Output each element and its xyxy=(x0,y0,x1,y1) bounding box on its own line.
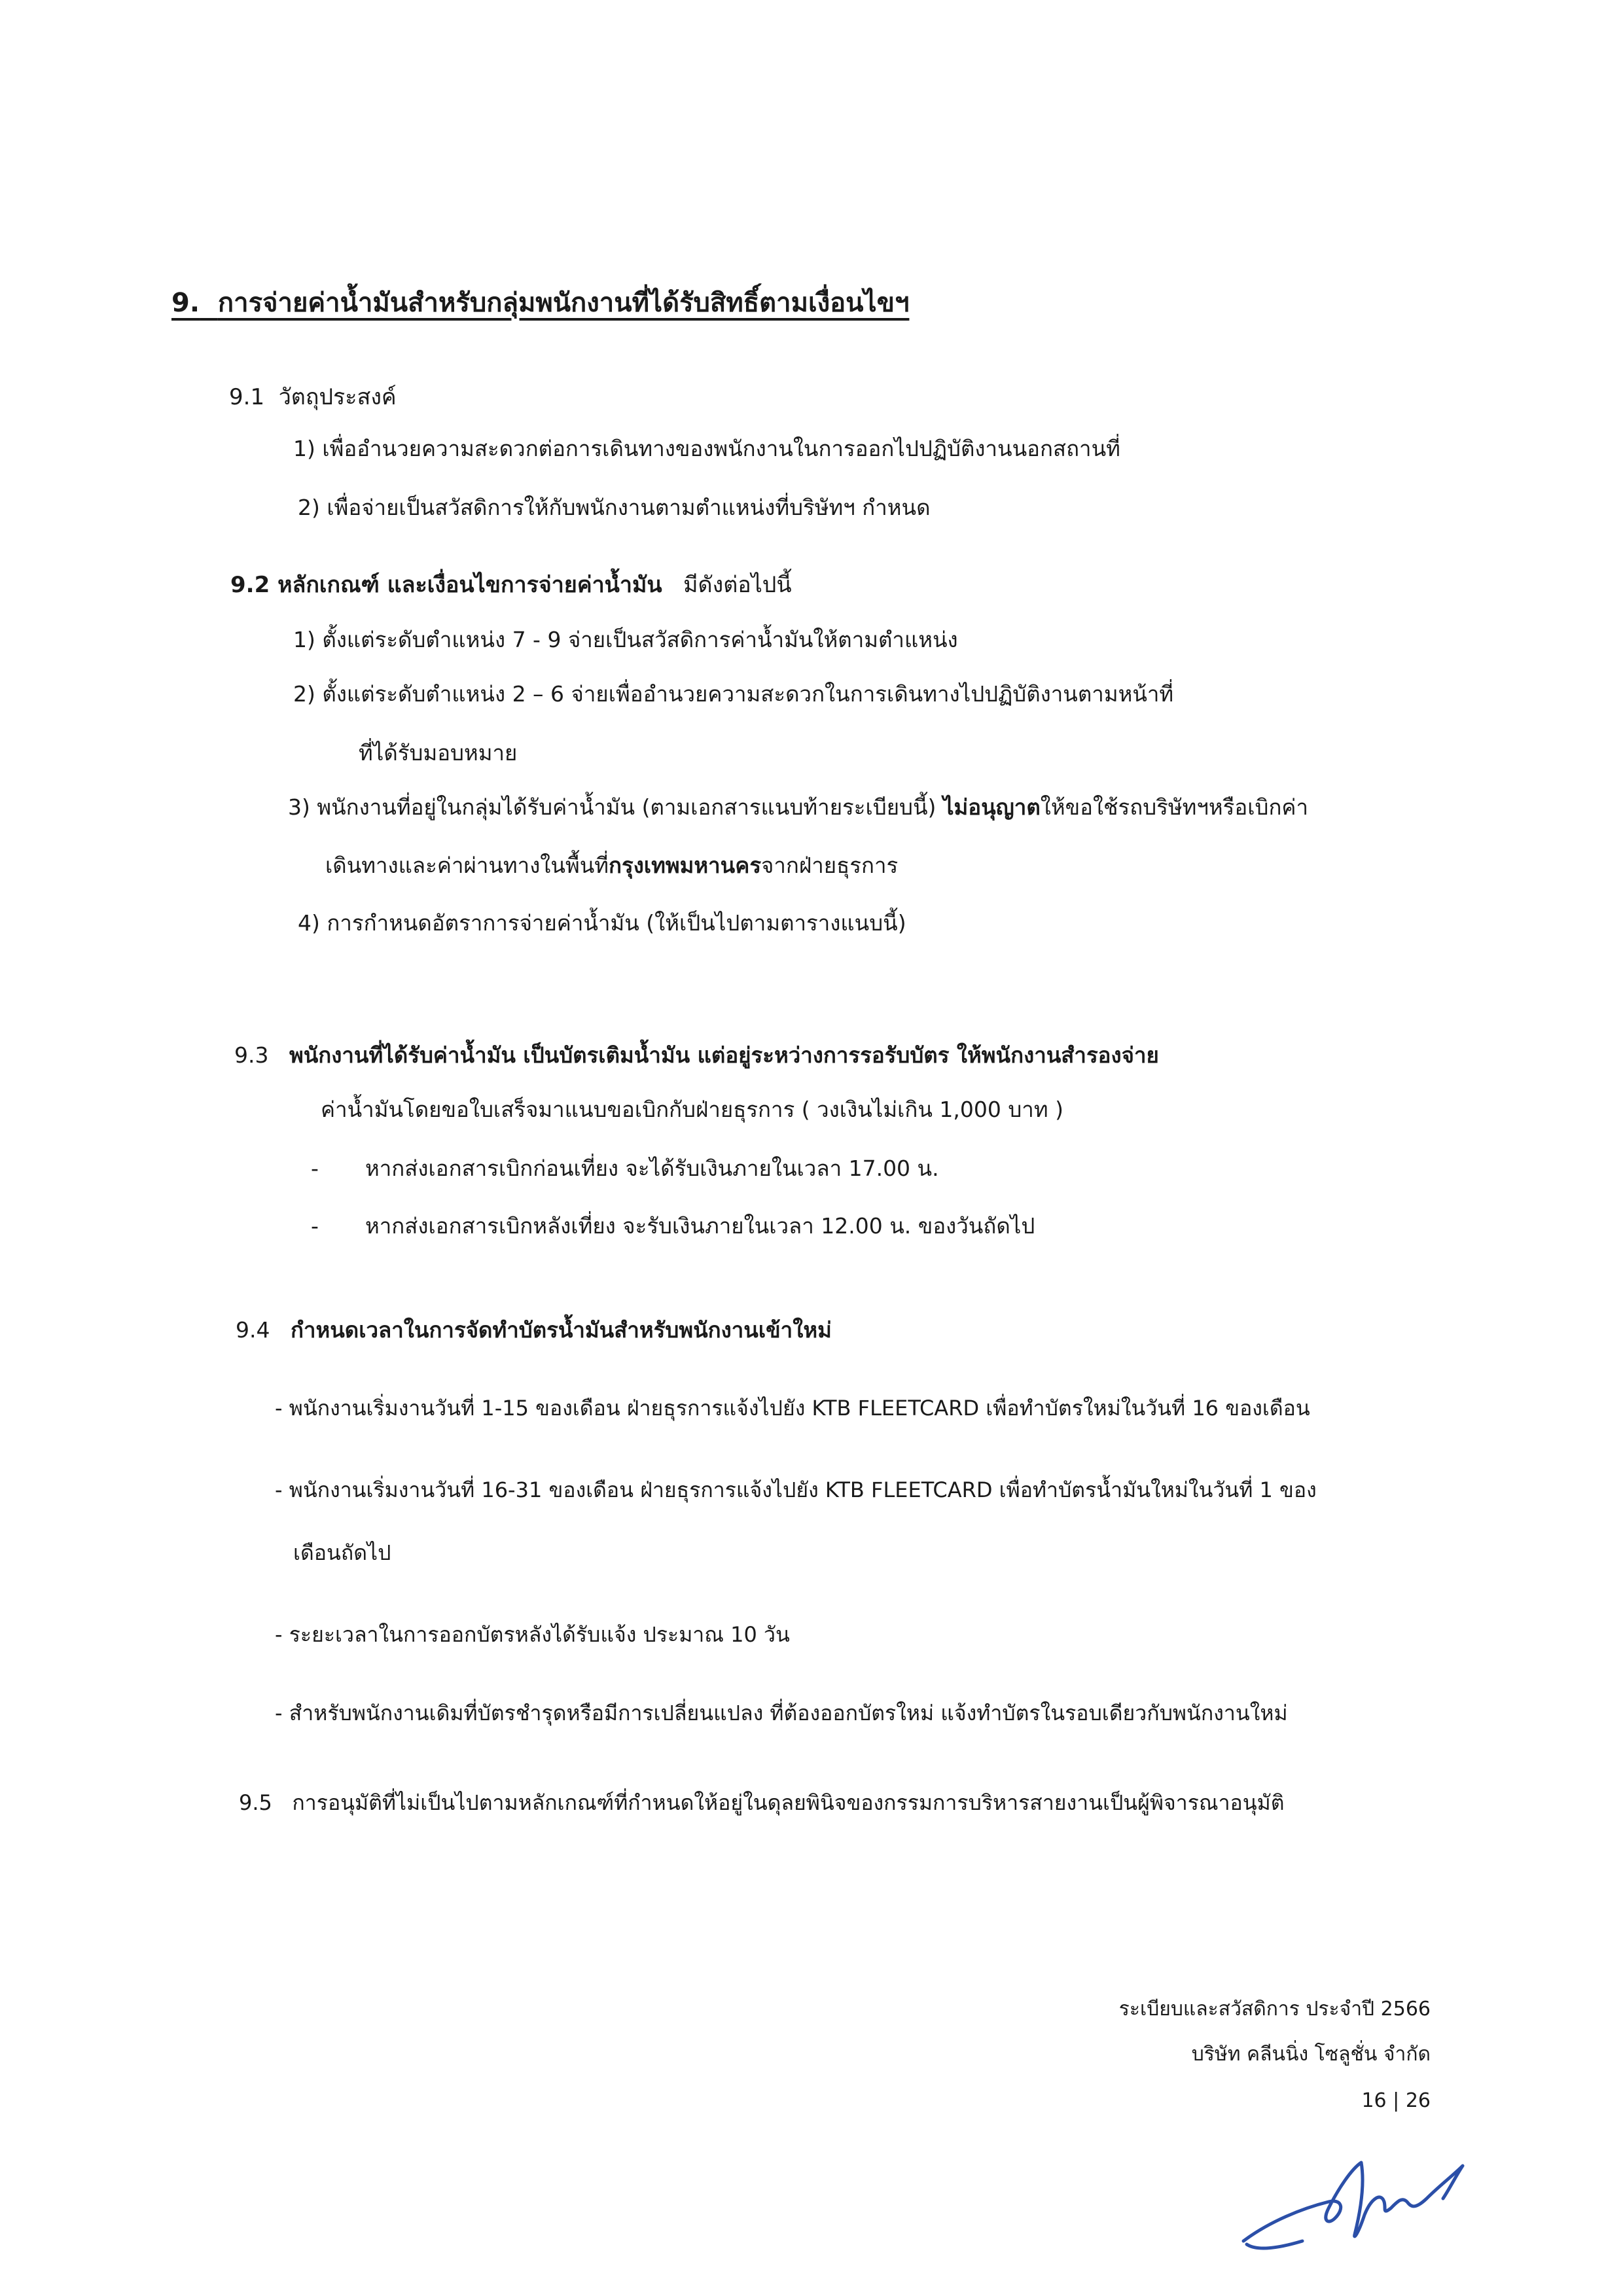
section-9-2-item-3-a: 3) พนักงานที่อยู่ในกลุ่มได้รับค่าน้ำมัน (ตามเอกสารแนบท้ายระเบียบนี้) xyxy=(288,794,943,820)
bullet-dash: - xyxy=(311,1213,319,1239)
bullet-dash: - xyxy=(311,1156,319,1181)
section-9-3-number: 9.3 xyxy=(234,1042,269,1068)
section-9-title: การจ่ายค่าน้ำมันสำหรับกลุ่มพนักงานที่ได้รับสิทธิ์ตามเงื่อนไขฯ xyxy=(217,288,910,318)
section-9-2-item-3-cont-emphasis: กรุงเทพมหานคร xyxy=(609,853,762,878)
section-9-1-item-2: 2) เพื่อจ่ายเป็นสวัสดิการให้กับพนักงานตามตำแหน่งที่บริษัทฯ กำหนด xyxy=(298,495,931,520)
section-9-1-title: วัตถุประสงค์ xyxy=(278,384,397,410)
section-9-2-item-2-cont: ที่ได้รับมอบหมาย xyxy=(359,740,518,766)
section-9-3-title: พนักงานที่ได้รับค่าน้ำมัน เป็นบัตรเติมน้ำมัน แต่อยู่ระหว่างการรอรับบัตร ให้พนักงานสำรองจ่าย xyxy=(289,1042,1159,1068)
footer-page-number: 16 | 26 xyxy=(1361,2089,1431,2112)
section-9-2-item-4: 4) การกำหนดอัตราการจ่ายค่าน้ำมัน (ให้เป็นไปตามตารางแนบนี้) xyxy=(298,910,906,936)
section-9-3-item-1 xyxy=(311,1155,939,1182)
section-9-2-item-3-cont-c: จากฝ่ายธุรการ xyxy=(761,853,899,878)
section-9-1-number: 9.1 xyxy=(229,384,265,410)
section-9-1-heading xyxy=(229,383,397,412)
section-9-3-item-2-text: หากส่งเอกสารเบิกหลังเที่ยง จะรับเงินภายในเวลา 12.00 น. ของวันถัดไป xyxy=(365,1213,1035,1239)
section-9-2-item-3-cont-a: เดินทางและค่าผ่านทางในพื้นที่ xyxy=(325,853,609,878)
section-9-4-number: 9.4 xyxy=(236,1317,270,1343)
section-9-4-item-4: - สำหรับพนักงานเดิมที่บัตรชำรุดหรือมีการเปลี่ยนแปลง ที่ต้องออกบัตรใหม่ แจ้งทำบัตรในรอบเดียวกับพนักงานใหม่ xyxy=(275,1701,1288,1725)
section-9-2-heading xyxy=(230,571,792,599)
section-9-3-item-1-text: หากส่งเอกสารเบิกก่อนเที่ยง จะได้รับเงินภายในเวลา 17.00 น. xyxy=(365,1156,939,1181)
section-9-4-item-2: - พนักงานเริ่มงานวันที่ 16-31 ของเดือน ฝ่ายธุรการแจ้งไปยัง KTB FLEETCARD เพื่อทำบัตรน้ำมันใหม่ในวันที่ 1 ของ xyxy=(275,1477,1317,1502)
section-9-4-title: กำหนดเวลาในการจัดทำบัตรน้ำมันสำหรับพนักงานเข้าใหม่ xyxy=(290,1317,832,1343)
section-9-2-item-3-emphasis: ไม่อนุญาต xyxy=(942,794,1041,820)
section-9-4-item-2-cont: เดือนถัดไป xyxy=(293,1540,391,1565)
footer-doc-title: ระเบียบและสวัสดิการ ประจำปี 2566 xyxy=(1118,1998,1431,2021)
section-9-2-item-2: 2) ตั้งแต่ระดับตำแหน่ง 2 – 6 จ่ายเพื่ออำนวยความสะดวกในการเดินทางไปปฏิบัติงานตามหน้าที่ xyxy=(293,681,1174,707)
section-9-2-title: 9.2 หลักเกณฑ์ และเงื่อนไขการจ่ายค่าน้ำมัน xyxy=(230,572,662,598)
section-9-2-item-3-c: ให้ขอใช้รถบริษัทฯหรือเบิกค่า xyxy=(1040,794,1309,820)
section-9-2-title-tail: มีดังต่อไปนี้ xyxy=(683,572,792,598)
section-9-4-item-1: - พนักงานเริ่มงานวันที่ 1-15 ของเดือน ฝ่ายธุรการแจ้งไปยัง KTB FLEETCARD เพื่อทำบัตรใหม่ในวันที่ 16 ของเดือน xyxy=(275,1396,1310,1421)
section-9-1-item-1: 1) เพื่ออำนวยความสะดวกต่อการเดินทางของพนักงานในการออกไปปฏิบัติงานนอกสถานที่ xyxy=(293,436,1120,461)
section-9-3-heading xyxy=(234,1042,1159,1069)
section-9-heading xyxy=(171,287,909,319)
section-9-4-item-3: - ระยะเวลาในการออกบัตรหลังได้รับแจ้ง ประมาณ 10 วัน xyxy=(275,1622,790,1647)
section-9-2-item-3 xyxy=(288,794,1308,821)
section-9-3-item-2 xyxy=(311,1212,1035,1239)
section-9-5-paragraph xyxy=(239,1790,1285,1816)
section-9-5-text: การอนุมัติที่ไม่เป็นไปตามหลักเกณฑ์ที่กำหนดให้อยู่ในดุลยพินิจของกรรมการบริหารสายงานเป็นผู้พิจารณาอนุมัติ xyxy=(292,1790,1285,1815)
section-9-3-cont: ค่าน้ำมันโดยขอใบเสร็จมาแนบขอเบิกกับฝ่ายธุรการ ( วงเงินไม่เกิน 1,000 บาท ) xyxy=(321,1097,1063,1122)
section-9-number: 9. xyxy=(171,288,200,318)
section-9-2-item-1: 1) ตั้งแต่ระดับตำแหน่ง 7 - 9 จ่ายเป็นสวัสดิการค่าน้ำมันให้ตามตำแหน่ง xyxy=(293,627,958,652)
section-9-2-item-3-cont xyxy=(325,852,898,879)
footer-company: บริษัท คลีนนิ่ง โซลูชั่น จำกัด xyxy=(1191,2043,1431,2066)
signature-icon xyxy=(1230,2136,1479,2267)
section-9-5-number: 9.5 xyxy=(239,1790,272,1815)
section-9-4-heading xyxy=(236,1316,832,1343)
